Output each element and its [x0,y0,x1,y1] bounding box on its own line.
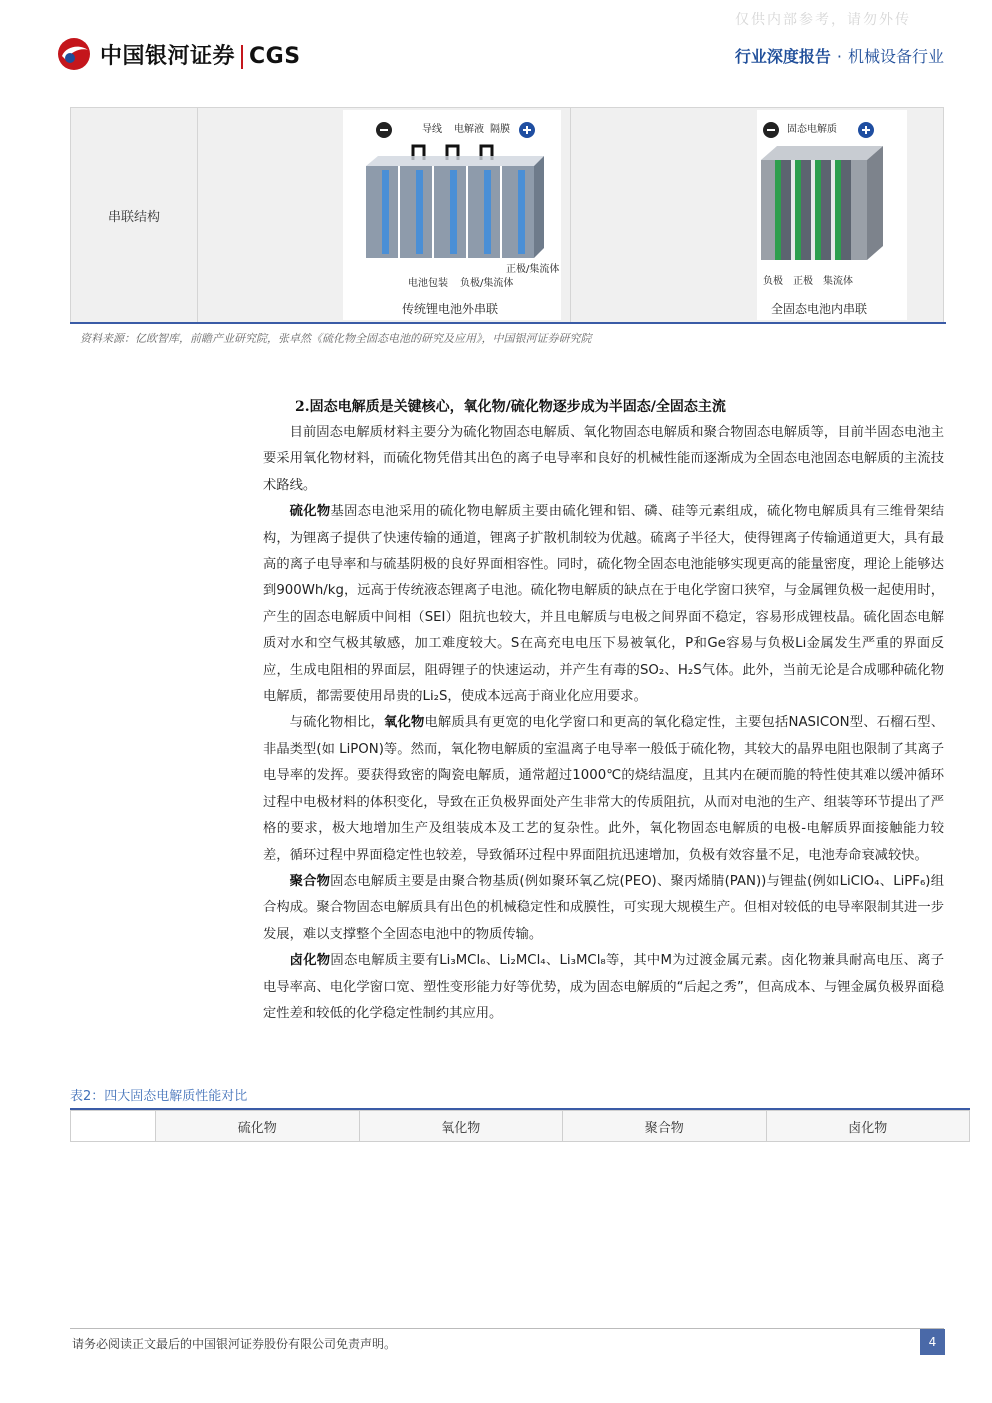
label-cathode-collector: 正极/集流体 [506,264,560,275]
table-header-oxide: 氧化物 [359,1111,563,1142]
figure-table [70,107,944,323]
label-electrolyte: 电解液 [454,124,484,135]
right-figure-caption: 全固态电池内串联 [771,302,868,316]
table-header-sulfide: 硫化物 [156,1111,360,1142]
paragraph-halide: 卤化物固态电解质主要有Li₃MCl₆、Li₂MCl₄、Li₃MCl₈等，其中M为过渡金属元素。卤化物兼具耐高电压、离子电导率高、电化学窗口宽、塑性变形能力好等优势，成为固态电解质的“后起之秀”，但高成本、与锂金属负极界面稳定性差和较低的化学稳定性制约其应用。 [263,953,945,1021]
traditional-battery-diagram [198,108,570,322]
table-header-polymer: 聚合物 [563,1111,767,1142]
label-anode-collector: 负极/集流体 [460,278,514,289]
industry-label: 机械设备行业 [847,47,944,66]
page-number: 4 [920,1329,945,1355]
footer-divider [70,1328,944,1329]
footer-disclaimer: 请务必阅读正文最后的中国银河证券股份有限公司免责声明。 [72,1337,397,1351]
body-text [263,420,944,1027]
table-caption: 表2：四大固态电解质性能对比 [70,1089,248,1104]
paragraph-oxide: 与硫化物相比，氧化物电解质具有更宽的电化学窗口和更高的氧化稳定性，主要包括NASICON型、石榴石型、非晶类型(如 LiPON)等。然而，氧化物电解质的室温离子电导率一般低于硫化物，其较大的晶界电阻也限制了其离子电导率的发挥。要获得致密的陶瓷电解质，通常超过1000℃的烧结温度，且其内在硬而脆的特性使其难以缓冲循环过程中电极材料的体积变化，导致在正负极界面处产生非常大的传质阻抗，从而对电池的生产、组装等环节提出了严格的要求，极大地增加生产及组装成本及工艺的复杂性。此外，氧化物固态电解质的电极-电解质界面接触能力较差，循环过程中界面稳定性也较差，导致循环过程中界面阻抗迅速增加，负极有效容量不足，电池寿命衰减较快。 [263,715,944,863]
galaxy-logo-icon [56,36,92,72]
figure-left-cell [198,108,571,323]
section-heading: 2.固态电解质是关键核心，氧化物/硫化物逐步成为半固态/全固态主流 [295,399,726,415]
left-figure-caption: 传统锂电池外串联 [402,302,499,316]
paragraph-polymer: 聚合物固态电解质主要是由聚合物基质(例如聚环氧乙烷(PEO)、聚丙烯腈(PAN))与锂盐(例如LiClO₄、LiPF₆)组合构成。聚合物固态电解质具有出色的机械稳定性和成膜性，可实现大规模生产。但相对较低的电导率限制其进一步发展，难以支撑整个全固态电池中的物质传输。 [263,873,944,942]
figure-divider [70,322,946,324]
logo-text: 中国银河证券 CGS [100,43,301,69]
watermark: 仅供内部参考，请勿外传 [735,12,911,28]
paragraph-intro: 目前固态电解质材料主要分为硫化物固态电解质、氧化物固态电解质和聚合物固态电解质等，目前半固态电池主要采用氧化物材料，而硫化物凭借其出色的离子电导率和良好的机械性能而逐渐成为全固态电池固态电解质的主流技术路线。 [263,425,944,493]
label-solid-electrolyte: 固态电解质 [787,124,837,135]
label-wire: 导线 [422,124,442,135]
paragraph-sulfide: 硫化物基固态电池采用的硫化物电解质主要由硫化锂和铝、磷、硅等元素组成，硫化物电解质具有三维骨架结构，为锂离子提供了快速传输的通道，锂离子扩散机制较为优越。硫离子半径大，使得锂离子传输通道更大，具有最高的离子电导率和与硫基阴极的良好界面相容性。同时，硫化物全固态电池能够实现更高的能量密度，理论上能够达到900Wh/kg，远高于传统液态锂离子电池。硫化物电解质的缺点在于电化学窗口狭窄，与金属锂负极一起使用时，产生的固态电解质中间相（SEI）阻抗也较大，并且电解质与电极之间界面不稳定，容易形成锂枝晶。硫化固态电解质对水和空气极其敏感，加工难度较大。S在高充电电压下易被氧化，P和Ge容易与负极Li金属发生严重的界面反应，生成电阻相的界面层，阻碍锂子的快速运动，并产生有毒的SO₂、H₂S气体。此外，当前无论是合成哪种硫化物电解质，都需要使用昂贵的Li₂S，使成本远高于商业化应用要求。 [263,504,944,705]
label-current-collector: 集流体 [823,276,853,287]
label-battery-pack: 电池包装 [408,278,448,289]
report-type-label: 行业深度报告 [734,47,831,66]
company-logo [56,36,301,72]
solid-state-battery-diagram [571,108,943,322]
figure-source: 资料来源：亿欧智库，前瞻产业研究院，张卓然《硫化物全固态电池的研究及应用》，中国银河证券研究院 [80,332,592,345]
table-header-blank [71,1111,156,1142]
label-anode: 负极 [763,276,783,287]
table-header-row [71,1111,970,1142]
label-separator: 隔膜 [490,124,510,135]
label-cathode: 正极 [793,276,813,287]
report-type: 行业深度报告 · 机械设备行业 [734,47,944,66]
table-header-halide: 卤化物 [766,1111,970,1142]
figure-row-label: 串联结构 [71,108,198,323]
comparison-table [70,1110,970,1142]
figure-right-cell [571,108,944,323]
